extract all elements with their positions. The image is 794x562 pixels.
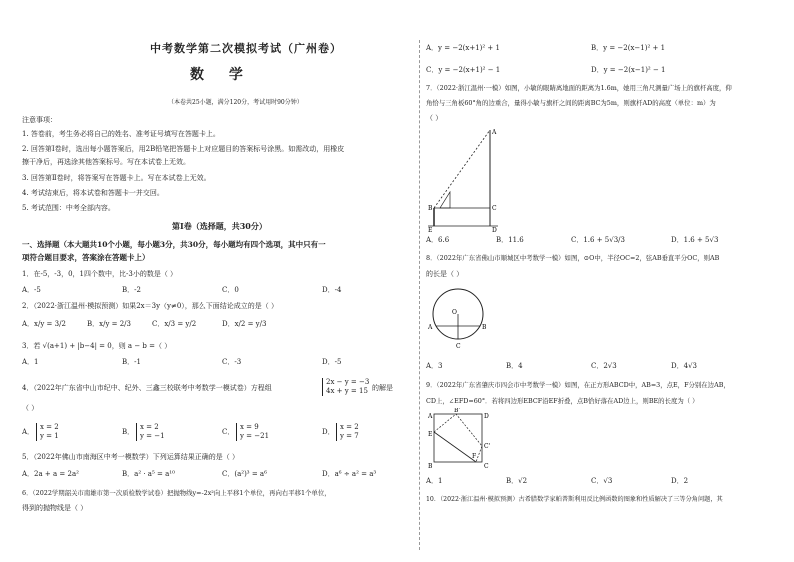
fig9-label-d: D: [484, 413, 489, 420]
subject-title: 数 学: [190, 67, 253, 83]
q9-line2: CD上，∠EFD=60°．若将四边形EBCF沿EF折叠，点B恰好落在AD边上，则BE的长度为（ ）: [426, 397, 699, 405]
q4-option-c-label: C．: [222, 428, 235, 436]
q4-system: [322, 378, 369, 396]
q3-stem: 3．若 √(a+1) + |b−4| = 0，则 a − b =（ ）: [22, 342, 172, 350]
note-5: 5. 考试范围：中考全部内容。: [22, 204, 115, 212]
fig9-label-c1: C': [484, 443, 491, 450]
q1-stem: 1．在-5，-3，0，1四个数中，比-3小的数是（ ）: [22, 270, 178, 278]
q4-paren: （ ）: [22, 404, 39, 412]
q7-line1: 7．（2022·浙江温州·一模）如图，小敏的眼睛离地面的距离为1.6m，她用三角尺测量广场上的旗杆高度，仰: [426, 84, 732, 92]
q6-option-b: B．y = −2(x−1)² + 1: [591, 44, 666, 52]
q6-option-a: A．y = −2(x+1)² + 1: [426, 44, 500, 52]
q4-a-y: y = 1: [40, 432, 59, 440]
paper-title: 中考数学第二次模拟考试（广州卷）: [150, 42, 342, 55]
q9-option-a: A．1: [426, 477, 443, 485]
q4-d-y: y = 7: [340, 432, 359, 440]
q5-option-c: C．(a²)³ = a⁶: [222, 470, 267, 478]
q8-option-c: C．2√3: [591, 362, 617, 370]
q4-option-d-label: D．: [322, 428, 335, 436]
note-4: 4. 考试结束后，将本试卷和答题卡一并交回。: [22, 189, 164, 197]
fig7-label-c: C: [492, 205, 497, 212]
q3-option-d: D．-5: [322, 358, 342, 366]
fig9-label-b: B: [428, 463, 433, 470]
q3-option-a: A．1: [22, 358, 39, 366]
q4-stem: 4．（2022年广东省中山市纪中、纪外、三鑫三校联考中考数学一模试卷）方程组: [22, 384, 272, 392]
left-column: [22, 0, 414, 562]
note-2-cont: 擦干净后，再选涂其他答案标号。写在本试卷上无效。: [22, 158, 190, 166]
q8-option-a: A．3: [426, 362, 443, 370]
q6-line1: 6．（2022学期韶关市南雄市第一次质检数学试卷）把抛物线y=-2x²向上平移1个单位，再向右平移1个单位，: [22, 489, 331, 497]
section1-line2: 项符合题目要求，答案涂在答题卡上）: [22, 253, 150, 262]
fig7-label-e: E: [428, 227, 433, 234]
q4-c-x: x = 9: [240, 423, 259, 431]
fig8-label-a: A: [428, 324, 433, 331]
note-1: 1. 答卷前，考生务必将自己的姓名、准考证号填写在答题卡上。: [22, 130, 220, 138]
q4-option-a-label: A．: [22, 428, 35, 436]
fig7-label-b: B: [428, 205, 433, 212]
q6-line2: 得到的抛物线是（ ）: [22, 504, 88, 512]
fig8-label-c: C: [456, 343, 461, 350]
q4-c-y: y = −21: [240, 432, 270, 440]
fig9-label-c: C: [484, 463, 489, 470]
q9-line1: 9．（2022年广东省肇庆市四会市中考数学一模）如图，在正方形ABCD中，AB=3，点E，F分别在边AB，: [426, 381, 730, 389]
q4-option-d: [336, 423, 359, 441]
q9-figure: [426, 408, 496, 470]
q4-option-a: [36, 423, 59, 441]
q7-figure: [426, 124, 516, 234]
q1-option-c: C．0: [222, 286, 239, 294]
fig7-label-d: D: [492, 227, 497, 234]
q9-option-b: B．√2: [506, 477, 528, 485]
q4-eq2: 4x + y = 15: [326, 387, 368, 395]
q5-stem: 5．（2022年佛山市南海区中考一模数学）下列运算结果正确的是（ ）: [22, 453, 239, 461]
right-column: [426, 0, 782, 562]
q8-line2: 的长是（ ）: [426, 270, 464, 278]
q8-figure: [426, 282, 496, 350]
q4-option-b-label: B．: [122, 428, 135, 436]
q2-stem: 2．（2022·浙江温州·模拟预测）如果2x＝3y（y≠0），那么下面结论成立的是（ ）: [22, 302, 279, 310]
q6-option-c: C．y = −2(x+1)² − 1: [426, 66, 501, 74]
sight-line: [434, 130, 490, 208]
notes-header: 注意事项：: [22, 116, 57, 124]
part1-title: 第Ⅰ卷（选择题，共30分）: [172, 221, 267, 231]
q7-option-a: A．6.6: [426, 236, 450, 244]
q4-a-x: x = 2: [40, 423, 59, 431]
q4-option-b: [136, 423, 165, 441]
q1-option-a: A．-5: [22, 286, 41, 294]
q4-d-x: x = 2: [340, 423, 359, 431]
fig7-label-a: A: [492, 129, 497, 136]
q10-line1: 10．（2022·浙江温州·模拟预测）古希腊数学家帕普斯利用反比例函数的图象和性质解决了三等分角问题，其: [426, 496, 723, 503]
q7-option-c: C．1.6 + 5√3/3: [571, 236, 625, 244]
q7-option-b: B．11.6: [496, 236, 524, 244]
q5-option-a: A．2a + a = 2a²: [22, 470, 79, 478]
q1-option-b: B．-2: [122, 286, 141, 294]
section1-line1: 一、选择题（本大题共10个小题，每小题3分，共30分，每小题均有四个选项，其中只有一: [22, 240, 326, 249]
q9-option-d: D．2: [671, 477, 689, 485]
q5-option-d: D．a⁶ ÷ a² = a³: [322, 470, 377, 478]
fig9-label-e: E: [428, 431, 433, 438]
note-3: 3. 回答第Ⅱ卷时，将答案写在答题卡上。写在本试卷上无效。: [22, 174, 211, 182]
q6-option-d: D．y = −2(x−1)² − 1: [591, 66, 666, 74]
q7-paren: （ ）: [426, 114, 443, 122]
q2-option-c: C．x/3 = y/2: [152, 320, 197, 328]
fig9-label-f: F: [472, 453, 477, 460]
q3-option-b: B．-1: [122, 358, 141, 366]
q9-option-c: C．√3: [591, 477, 613, 485]
q5-option-b: B．a² · a⁵ = a¹⁰: [122, 470, 175, 478]
column-divider: [419, 40, 420, 550]
q8-option-d: D．4√3: [671, 362, 697, 370]
q2-option-d: D．x/2 = y/3: [222, 320, 267, 328]
triangle-ruler: [440, 192, 450, 208]
q8-option-b: B．4: [506, 362, 523, 370]
q8-line1: 8．（2022年广东省佛山市顺城区中考数学一模）如图，⊙O中，半径OC=2，弦AB垂直平分OC，则AB: [426, 254, 720, 262]
q3-option-c: C．-3: [222, 358, 242, 366]
q1-option-d: D．-4: [322, 286, 342, 294]
fig8-label-o: O: [452, 309, 457, 316]
fig9-label-b1: B': [454, 408, 461, 414]
fig9-label-a: A: [428, 413, 433, 420]
q4-b-x: x = 2: [140, 423, 159, 431]
q2-option-b: B．x/y = 2/3: [87, 320, 131, 328]
q7-option-d: D．1.6 + 5√3: [671, 236, 719, 244]
q7-line2: 角恰与三角板60°角的边重合，量得小敏与旗杆之间的距离BC为5m，则旗杆AD的高度（单位：m）为: [426, 99, 716, 107]
exam-info: （本卷共25小题，满分120分，考试用时90分钟）: [168, 99, 303, 106]
q4-stem-end: 的解是: [372, 384, 393, 392]
q4-option-c: [236, 423, 269, 441]
fig8-label-b: B: [482, 324, 487, 331]
fold-line-ef: [434, 432, 476, 462]
q4-eq1: 2x − y = −3: [326, 378, 370, 386]
q2-option-a: A．x/y = 3/2: [22, 320, 66, 328]
note-2: 2. 回答第Ⅰ卷时，选出每小题答案后，用2B铅笔把答题卡上对应题目的答案标号涂黑。如需改动，用橡皮: [22, 145, 345, 153]
q4-b-y: y = −1: [140, 432, 165, 440]
